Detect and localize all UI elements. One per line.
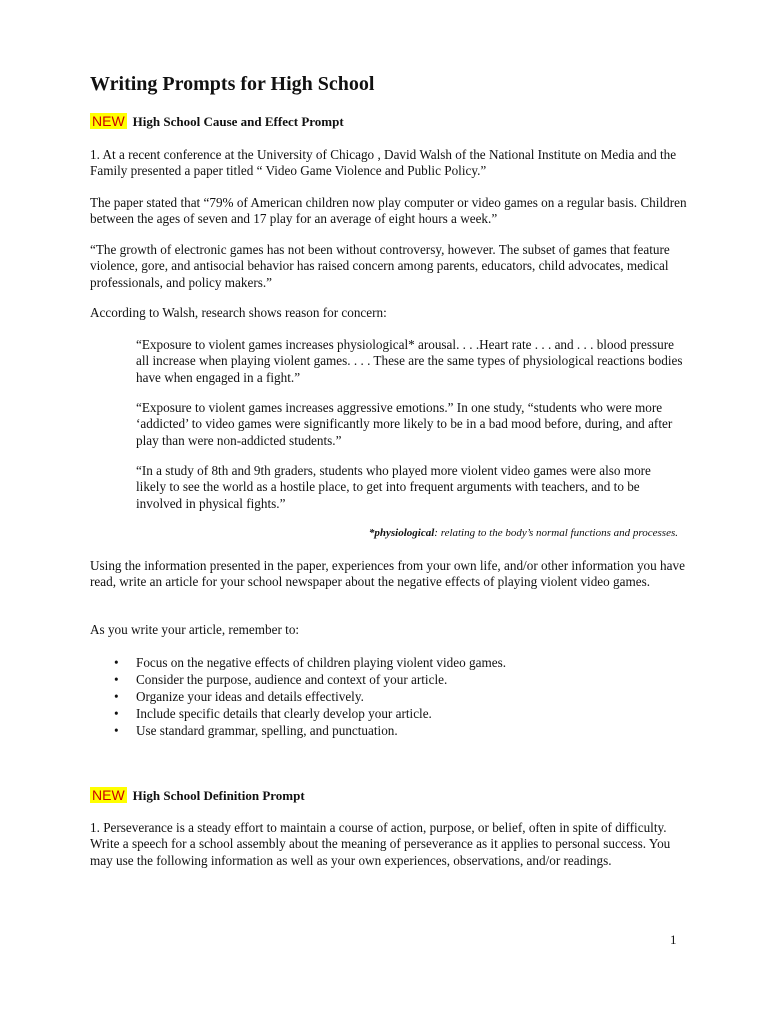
section-heading-definition [90, 787, 305, 805]
section-heading-text: High School Definition Prompt [132, 788, 305, 803]
paragraph-growth: “The growth of electronic games has not been without controversy, however. The subset of games that feature violence, gore, and antisocial behavior has raised concern among parents, educators, child advocates, medical professionals, and policy makers.” [90, 242, 670, 290]
paragraph-remember: As you write your article, remember to: [90, 622, 300, 637]
bullet-icon: • [114, 689, 119, 704]
paragraph-conference: 1. At a recent conference at the University of Chicago , David Walsh of the National Institute on Media and the Family presented a paper titled “ Video Game Violence and Public Policy.” [90, 147, 677, 179]
list-item-text: Consider the purpose, audience and context of your article. [136, 672, 448, 687]
bullet-icon: • [114, 672, 119, 687]
list-item [90, 705, 690, 722]
reminder-list [90, 654, 690, 739]
footnote-term: *physiological [368, 527, 435, 539]
new-badge: NEW [92, 113, 125, 129]
page-number: 1 [670, 932, 677, 947]
list-item-text: Organize your ideas and details effectively. [136, 689, 364, 704]
new-badge: NEW [92, 787, 125, 803]
page-title: Writing Prompts for High School [90, 73, 375, 95]
bullet-icon: • [114, 706, 119, 721]
list-item-text: Focus on the negative effects of children playing violent video games. [136, 655, 507, 670]
paragraph-paper-stated: The paper stated that “79% of American children now play computer or video games on a regular basis. Children between the ages of seven and 17 play for an average of eight hours a week.” [90, 195, 687, 227]
list-item-text: Use standard grammar, spelling, and punctuation. [136, 723, 398, 738]
quote-physiological-arousal: “Exposure to violent games increases physiological* arousal. . . .Heart rate . . . and . . . blood pressure all increase when playing violent games. . . . These are the same types of physiological reactions bodies have when engaged in a fight.” [136, 337, 683, 385]
list-item-text: Include specific details that clearly develop your article. [136, 706, 432, 721]
paragraph-instructions: Using the information presented in the paper, experiences from your own life, and/or other information you have read, write an article for your school newspaper about the negative effects of playing violent video games. [90, 558, 685, 590]
footnote [90, 526, 678, 540]
bullet-icon: • [114, 655, 119, 670]
paragraph-perseverance: 1. Perseverance is a steady effort to maintain a course of action, purpose, or belief, often in spite of difficulty. Write a speech for a school assembly about the meaning of perseverance as it applies to personal success. You may use the following information as well as your own experiences, observations, and/or readings. [90, 820, 671, 868]
quote-aggressive-emotions: “Exposure to violent games increases aggressive emotions.” In one study, “students who were more ‘addicted’ to video games were significantly more likely to be in a bad mood before, during, and after play than were non-addicted students.” [136, 400, 673, 448]
bullet-icon: • [114, 723, 119, 738]
section-heading-text: High School Cause and Effect Prompt [132, 114, 344, 129]
footnote-text: : relating to the body’s normal functions and processes. [434, 527, 678, 539]
list-item [90, 722, 690, 739]
paragraph-according-to-walsh: According to Walsh, research shows reason for concern: [90, 305, 387, 320]
list-item [90, 654, 690, 671]
section-heading-cause-effect [90, 113, 344, 131]
quote-hostile-world: “In a study of 8th and 9th graders, students who played more violent video games were also more likely to see the world as a hostile place, to get into frequent arguments with teachers, and to be involved in physical fights.” [136, 463, 651, 511]
list-item [90, 671, 690, 688]
list-item [90, 688, 690, 705]
